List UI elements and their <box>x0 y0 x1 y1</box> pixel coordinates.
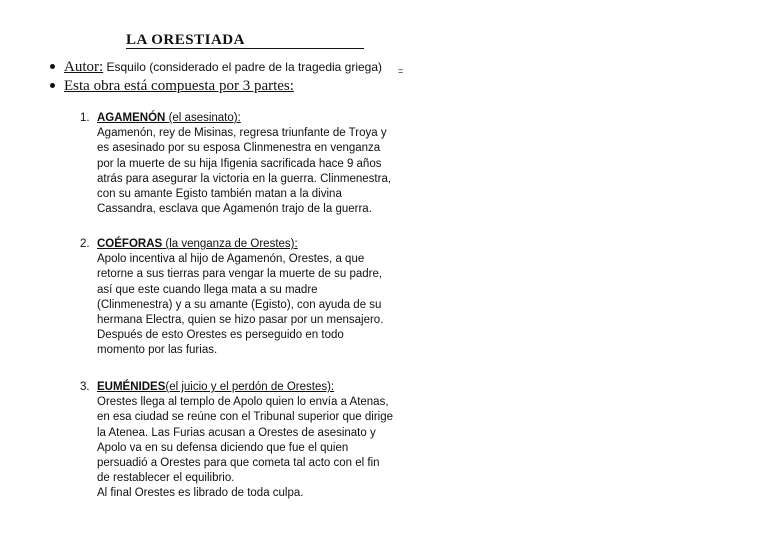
body-line: retorne a sus tierras para vengar la muerte de su padre, <box>97 268 383 281</box>
body-line: momento por las furias. <box>97 344 218 357</box>
body-line: Cassandra, esclava que Agamenón trajo de la guerra. <box>97 203 372 216</box>
part-number: 3. <box>80 381 90 393</box>
part-body <box>97 395 393 501</box>
part-heading <box>97 111 241 126</box>
parts-label: Esta obra está compuesta por 3 partes: <box>64 78 294 94</box>
part-body <box>97 252 383 358</box>
document-title: LA ORESTIADA <box>126 32 364 49</box>
body-line: Orestes llega al templo de Apolo quien lo envía a Atenas, <box>97 396 389 409</box>
part-name: AGAMENÓN <box>97 112 166 124</box>
body-line: Apolo incentiva al hijo de Agamenón, Orestes, a que <box>97 253 365 266</box>
part-body <box>97 126 391 217</box>
part-name: EUMÉNIDES <box>97 381 166 393</box>
stray-marker: = <box>398 66 404 76</box>
body-line: así que este cuando llega mata a su madre <box>97 283 318 296</box>
body-line: atrás para asegurar la victoria en la guerra. Clinmenestra, <box>97 172 392 185</box>
body-line: persuadió a Orestes para que cometa tal acto con el fin <box>97 457 380 469</box>
body-line: por la muerte de su hija Ifigenia sacrificada hace 9 años <box>97 157 382 170</box>
body-line: de restablecer el equilibrio. <box>97 472 235 485</box>
body-line: hermana Electra, quien se hizo pasar por un mensajero. <box>97 314 384 326</box>
body-line: (Clinmenestra) y a su amante (Egisto), con ayuda de su <box>97 298 382 311</box>
part-number: 2. <box>80 238 90 250</box>
part-subtitle: (el asesinato): <box>165 112 241 124</box>
part-heading <box>97 237 298 252</box>
part-heading <box>97 380 334 395</box>
bullet-icon <box>50 64 55 69</box>
body-line: Agamenón, rey de Misinas, regresa triunfante de Troya y <box>97 127 387 140</box>
part-number: 1. <box>80 112 90 124</box>
body-line: con su amante Egisto también matan a la divina <box>97 188 342 200</box>
body-line: la Atenea. Las Furias acusan a Orestes de asesinato y <box>97 426 376 439</box>
parts-line <box>50 78 294 94</box>
body-line: es asesinado por su esposa Clinmenestra en venganza <box>97 142 381 155</box>
body-line: Después de esto Orestes es perseguido en todo <box>97 329 344 342</box>
body-line: Al final Orestes es librado de toda culpa. <box>97 487 304 500</box>
body-line: Apolo va en su defensa diciendo que fue el quien <box>97 441 349 454</box>
bullet-icon <box>50 83 55 88</box>
body-line: en esa ciudad se reúne con el Tribunal superior que dirige <box>97 411 393 424</box>
author-line <box>50 59 382 75</box>
part-name: COÉFORAS <box>97 238 163 250</box>
part-subtitle: (el juicio y el perdón de Orestes): <box>165 381 335 393</box>
author-text: Esquilo (considerado el padre de la tragedia griega) <box>103 60 383 74</box>
part-subtitle: (la venganza de Orestes): <box>162 238 298 250</box>
author-label: Autor: <box>64 59 104 75</box>
